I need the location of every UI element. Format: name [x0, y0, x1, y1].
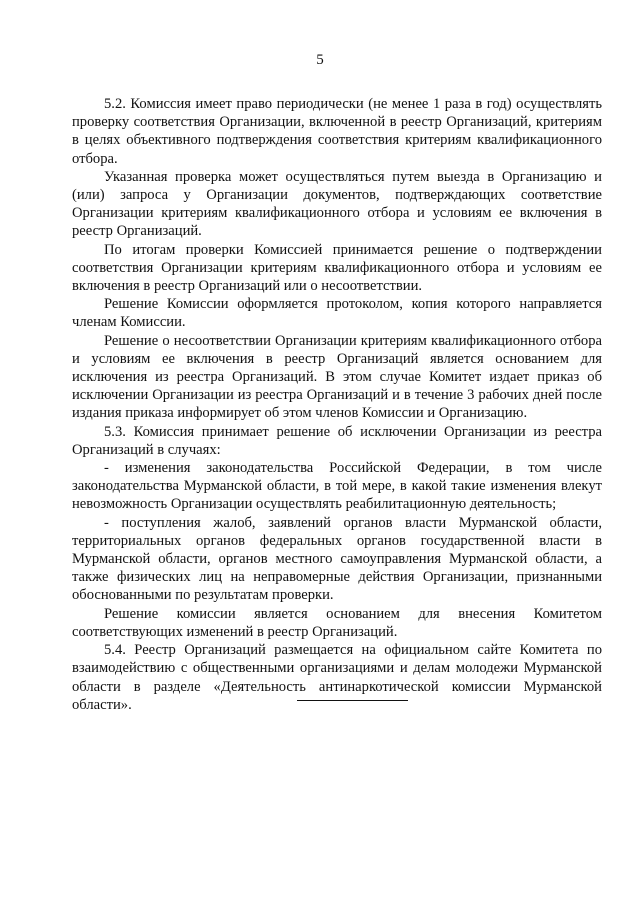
paragraph-protocol: Решение Комиссии оформляется протоколом, копия которого направляется членам Комиссии.	[72, 296, 602, 331]
paragraph-verification-result: По итогам проверки Комиссией принимается решение о подтверждении соответствия Организации критериям квалификационного отбора и условиям ее включения в реестр Организаций или о несоответствии.	[72, 241, 602, 295]
document-body	[72, 95, 602, 714]
paragraph-5-4: 5.4. Реестр Организаций размещается на официальном сайте Комитета по взаимодействию с общественными организациями и делам молодежи Мурманской области в разделе «Деятельность антинаркотической комиссии Мурманской области».	[72, 642, 602, 713]
paragraph-verification-method: Указанная проверка может осуществляться путем выезда в Организацию и (или) запроса у Организации документов, подтверждающих соответствие Организации критериям квалификационного отбора и условиям ее включения в реестр Организаций.	[72, 168, 602, 240]
list-item-legislation-change: - изменения законодательства Российской Федерации, в том числе законодательства Мурманской области, в той мере, в какой такие изменения влекут невозможность Организации осуществлять реабилитационную деятельность;	[72, 460, 602, 513]
paragraph-nonconformity: Решение о несоответствии Организации критериям квалификационного отбора и условиям ее включения в реестр Организаций является основанием для исключения из реестра Организаций. В этом случае Комитет издает приказ об исключении Организации из реестра Организаций и в течение 3 рабочих дней после издания приказа информирует об этом членов Комиссии и Организацию.	[72, 332, 602, 422]
closing-divider-line	[297, 700, 408, 701]
list-item-complaints: - поступления жалоб, заявлений органов власти Мурманской области, территориальных органов федеральных органов государственной власти в Мурманской области, органов местного самоуправления Мурманской области, а также физических лиц на неправомерные действия Организации, признанными обоснованными по результатам проверки.	[72, 514, 602, 604]
paragraph-5-3: 5.3. Комиссия принимает решение об исключении Организации из реестра Организаций в случаях:	[72, 423, 602, 458]
page-number: 5	[316, 52, 324, 68]
paragraph-commission-decision: Решение комиссии является основанием для внесения Комитетом соответствующих изменений в реестр Организаций.	[72, 605, 602, 640]
paragraph-5-2: 5.2. Комиссия имеет право периодически (не менее 1 раза в год) осуществлять проверку соответствия Организации, включенной в реестр Организаций, критериям в целях объективного подтверждения соответствия критериям квалификационного отбора.	[72, 96, 602, 167]
